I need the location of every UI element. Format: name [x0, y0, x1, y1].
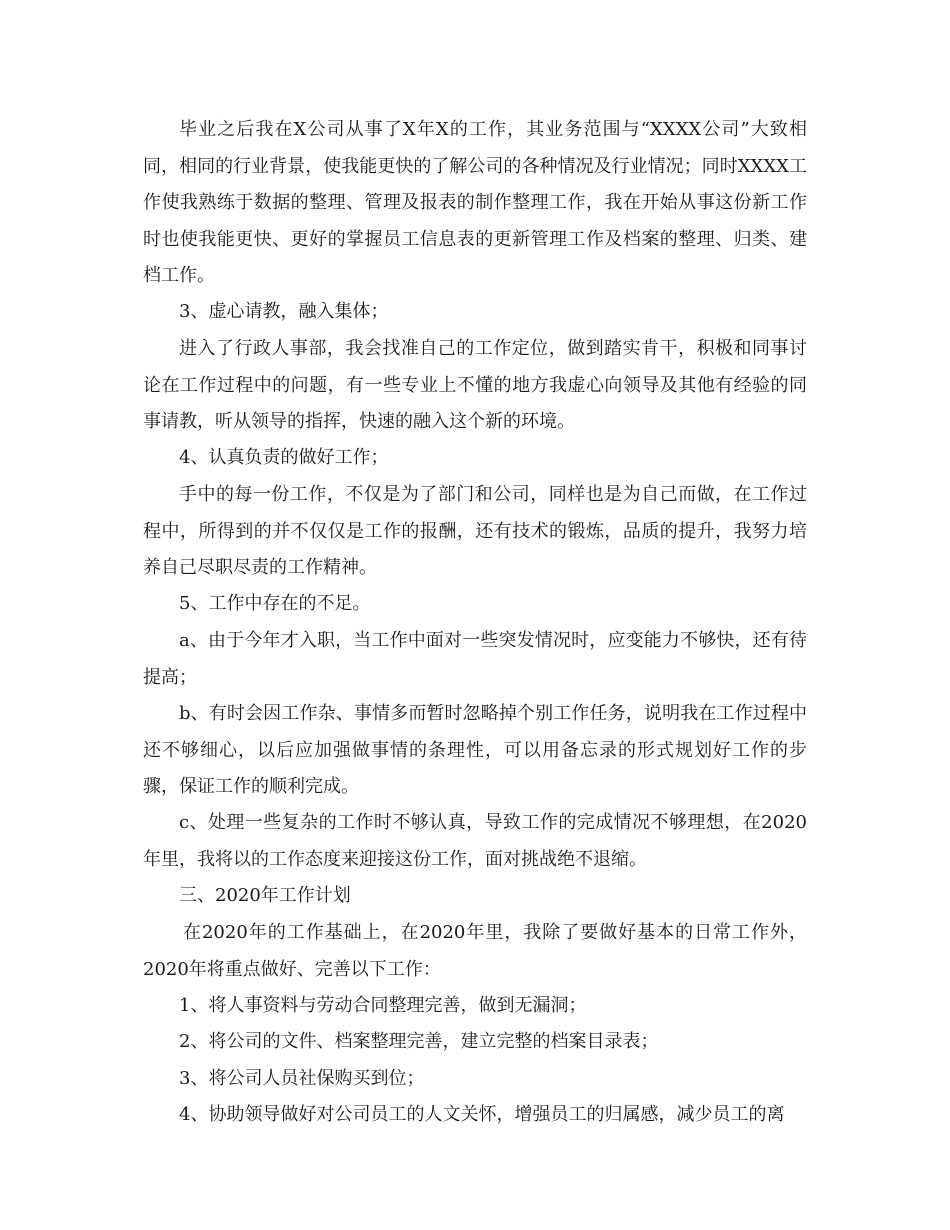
- paragraph-previous-experience: 毕业之后我在X公司从事了X年X的工作，其业务范围与“XXXX公司”大致相同，相同的行业背景，使我能更快的了解公司的各种情况及行业情况；同时XXXX工作使我熟练于数据的整理、管理及报表的制作整理工作，我在开始从事这份新工作时也使我能更快、更好的掌握员工信息表的更新管理工作及档案的整理、归类、建档工作。: [143, 119, 807, 286]
- paragraph-integrate: 进入了行政人事部，我会找准自己的工作定位，做到踏实肯干，积极和同事讨论在工作过程中的问题，有一些专业上不懂的地方我虚心向领导及其他有经验的同事请教，听从领导的指挥，快速的融入这个新的环境。: [143, 338, 807, 432]
- paragraph-responsible: 手中的每一份工作，不仅是为了部门和公司，同样也是为自己而做，在工作过程中，所得到的并不仅仅是工作的报酬，还有技术的锻炼，品质的提升，我努力培养自己尽职尽责的工作精神。: [143, 484, 807, 578]
- paragraph-plan-intro: 在2020年的工作基础上，在2020年里，我除了要做好基本的日常工作外，2020年将重点做好、完善以下工作：: [143, 922, 807, 980]
- heading-item-3: 3、虚心请教，融入集体；: [179, 301, 389, 322]
- plan-item-3: 3、将公司人员社保购买到位；: [179, 1068, 425, 1089]
- heading-item-5: 5、工作中存在的不足。: [179, 593, 371, 614]
- plan-item-1: 1、将人事资料与劳动合同整理完善，做到无漏洞；: [179, 995, 587, 1016]
- plan-item-2: 2、将公司的文件、档案整理完善，建立完整的档案目录表；: [179, 1031, 659, 1052]
- heading-item-4: 4、认真负责的做好工作；: [179, 447, 389, 468]
- paragraph-shortcoming-c: c、处理一些复杂的工作时不够认真，导致工作的完成情况不够理想，在2020年里，我将以的工作态度来迎接这份工作，面对挑战绝不退缩。: [143, 812, 807, 870]
- section-heading-work-plan: 三、2020年工作计划: [179, 885, 351, 906]
- paragraph-shortcoming-a: a、由于今年才入职，当工作中面对一些突发情况时，应变能力不够快，还有待提高；: [143, 630, 807, 688]
- paragraph-shortcoming-b: b、有时会因工作杂、事情多而暂时忽略掉个别工作任务，说明我在工作过程中还不够细心，以后应加强做事情的条理性，可以用备忘录的形式规划好工作的步骤，保证工作的顺利完成。: [143, 703, 807, 797]
- plan-item-4: 4、协助领导做好对公司员工的人文关怀，增强员工的归属感，减少员工的离: [179, 1104, 785, 1125]
